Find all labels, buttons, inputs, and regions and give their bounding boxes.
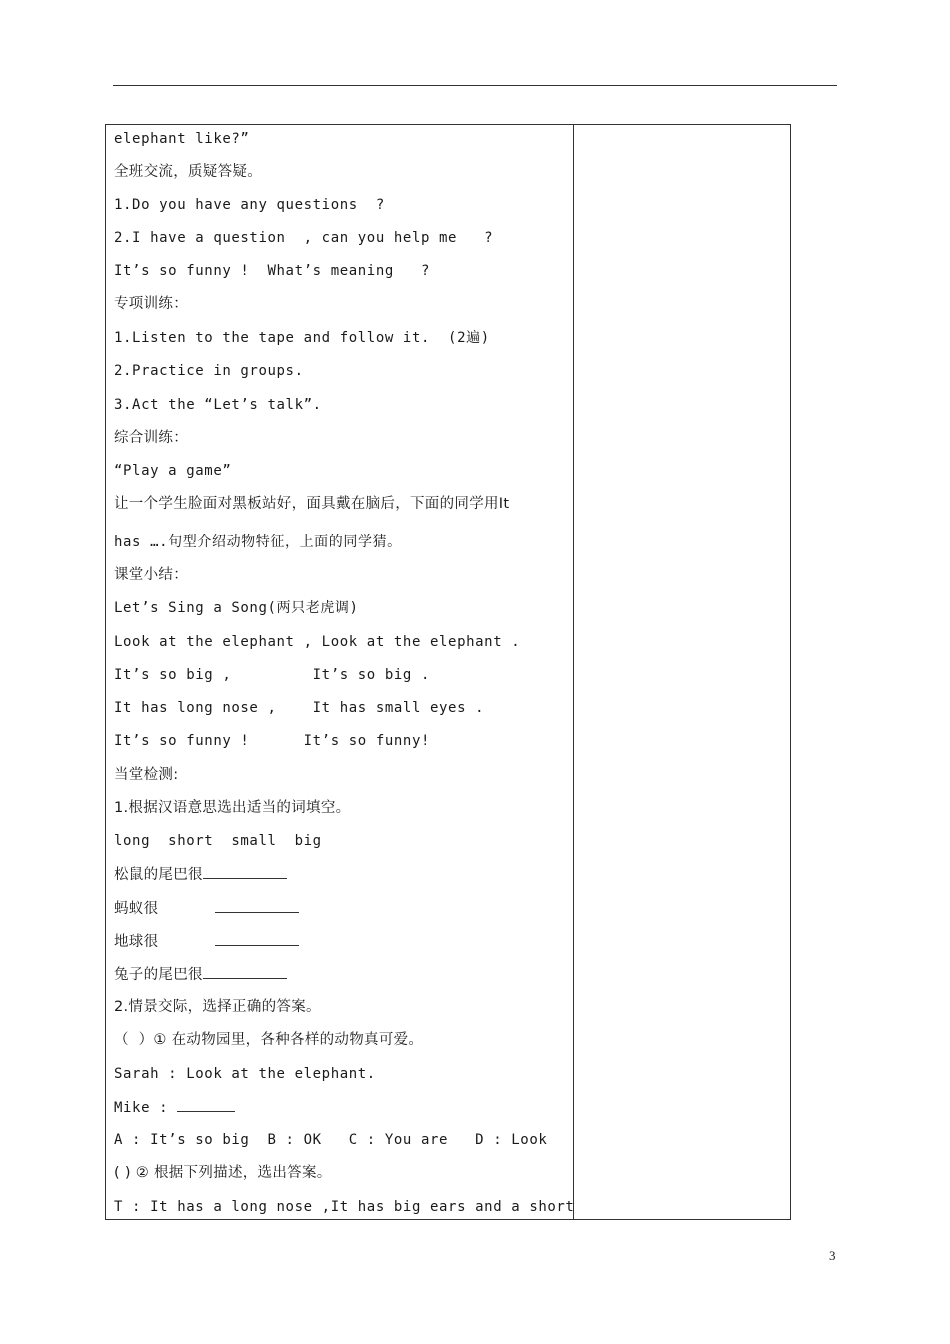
text-line: 2.I have a question , can you help me ? — [114, 230, 494, 246]
text-line: 让一个学生脸面对黑板站好，面具戴在脑后，下面的同学用It — [114, 496, 510, 512]
text-line: It’s so funny ! What’s meaning ? — [114, 263, 431, 279]
fill-blank-item — [114, 864, 287, 885]
song-line: It’s so big , It’s so big . — [114, 667, 431, 683]
song-line: It has long nose , It has small eyes . — [114, 700, 485, 716]
answer-blank — [177, 1097, 235, 1112]
dialog-speaker: Mike : — [114, 1100, 178, 1116]
text-line: 1.根据汉语意思选出适当的词填空。 — [114, 800, 351, 816]
text-line: 2.情景交际，选择正确的答案。 — [114, 999, 321, 1015]
text-line: 2.Practice in groups. — [114, 363, 304, 379]
text-line: 全班交流，质疑答疑。 — [114, 164, 262, 180]
fill-blank-item — [114, 898, 299, 919]
fill-blank-item — [114, 931, 299, 952]
fill-blank-prompt: 地球很 — [114, 934, 159, 950]
text-line: has ….句型介绍动物特征，上面的同学猜。 — [114, 534, 402, 550]
choices-line: A : It’s so big B : OK C : You are D : Look — [114, 1132, 548, 1148]
lesson-table — [105, 124, 791, 1220]
question-line: ( ) ② 根据下列描述，选出答案。 — [114, 1165, 332, 1181]
song-line: It’s so funny ! It’s so funny! — [114, 733, 431, 749]
dialog-line — [114, 1097, 235, 1118]
text-line: 1.Do you have any questions ? — [114, 197, 385, 213]
section-heading: 当堂检测: — [114, 767, 179, 783]
page-number: 3 — [829, 1248, 836, 1263]
answer-blank — [215, 898, 299, 913]
text-line: Let’s Sing a Song(两只老虎调) — [114, 600, 359, 616]
fill-blank-prompt: 松鼠的尾巴很 — [114, 867, 203, 883]
fill-blank-prompt: 蚂蚁很 — [114, 901, 159, 917]
section-heading: 专项训练： — [114, 296, 188, 312]
text-line: “Play a game” — [114, 463, 232, 479]
answer-blank — [203, 864, 287, 879]
section-heading: 课堂小结： — [114, 567, 188, 583]
answer-blank — [215, 931, 299, 946]
word-bank: long short small big — [114, 833, 322, 849]
section-heading: 综合训练： — [114, 430, 188, 446]
answer-blank — [203, 964, 287, 979]
question-line: （ ）① 在动物园里，各种各样的动物真可爱。 — [114, 1032, 424, 1048]
column-divider — [573, 125, 574, 1219]
fill-blank-item — [114, 964, 287, 985]
text-line: 1.Listen to the tape and follow it. (2遍) — [114, 330, 490, 346]
song-line: Look at the elephant , Look at the elephant . — [114, 634, 521, 650]
text-line: 3.Act the “Let’s talk”. — [114, 397, 322, 413]
header-rule — [113, 85, 837, 86]
dialog-line: Sarah : Look at the elephant. — [114, 1066, 376, 1082]
text-line: elephant like?” — [114, 131, 250, 147]
fill-blank-prompt: 兔子的尾巴很 — [114, 967, 203, 983]
text-line: T : It has a long nose ,It has big ears and a short — [114, 1199, 575, 1215]
